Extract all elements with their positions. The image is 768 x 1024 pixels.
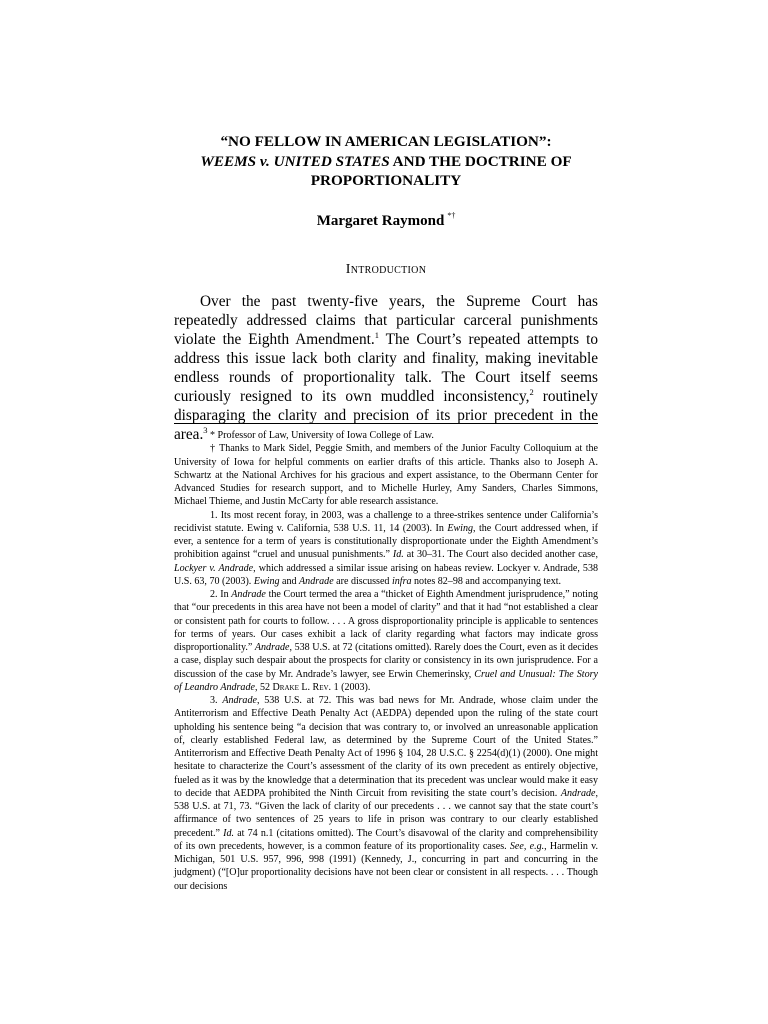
footnote-3 — [174, 694, 598, 893]
footnote-3-text: , 538 U.S. at 72. This was bad news for Mr. Andrade, whose claim under the Antiterrorism and Effective Death Penalty Act (AEDPA) depended upon the ruling of the state court upholding his sentence being “a decision that was contrary to, or involved an unreasonable application of, clearly established Federal law, as determined by the Supreme Court of the United States.” Antiterrorism and Effective Death Penalty Act of 1996 § 104, 28 U.S.C. § 2254(d)(1) (2000). One might hesitate to characterize the Court’s assessment of the clarity of its own precedent as entirely objective, fueled as it was by the knowledge that a determination that its precedent was unclear would make it easy to decide that AEDPA prohibited the Ninth Circuit from revisiting the state court’s decision. — [174, 695, 599, 799]
footnote-2-title: Cruel and Unusual: The Story of Leandro Andrade — [174, 668, 598, 693]
footnote-1-case: Andrade — [299, 575, 334, 587]
footnote-1-text: , which addressed a similar issue arising on habeas review. Lockyer v. Andrade, 538 U.S. 63, 70 (2003). — [174, 562, 598, 587]
footnote-1-text: and — [279, 575, 300, 587]
intro-paragraph — [174, 292, 598, 444]
title-case-name: WEEMS v. UNITED STATES — [200, 152, 390, 170]
footnote-2-text: , 538 U.S. at 72 (citations omitted). Rarely does the Court, even as it decides a case, display such despair about the prospects for clarity or consistency in its own jurisprudence. For a discussion of the case by Mr. Andrade’s lawyer, see Erwin Chemerinsky, — [174, 642, 599, 680]
footnote-2-text: 2. In — [210, 589, 232, 600]
footnote-divider — [174, 423, 598, 424]
footnote-1-text: 1. Its most recent foray, in 2003, was a challenge to a three-strikes sentence under California’s recidivist statute. Ewing v. California, 538 U.S. 11, 14 (2003). In — [174, 509, 598, 534]
footnote-ref-2: 2 — [529, 387, 534, 397]
intro-sentence-3: routinely disparaging the clarity and precision of its prior precedent in the area. — [174, 388, 598, 443]
footnotes — [174, 429, 598, 893]
intro-sentence-1: Over the past twenty-five years, the Supreme Court has repeatedly addressed claims that particular carceral punishments violate the Eighth Amendment. — [174, 293, 598, 348]
footnote-2 — [174, 588, 598, 694]
section-heading: Introduction — [345, 262, 427, 277]
title-line-1: “NO FELLOW IN AMERICAN LEGISLATION”: — [220, 133, 552, 150]
footnote-1-case: Lockyer v. Andrade — [174, 562, 254, 574]
title-line-3: PROPORTIONALITY — [310, 172, 462, 189]
footnote-1-case: Ewing — [447, 522, 474, 534]
footnote-2-case: Andrade — [254, 642, 290, 653]
footnote-2-text: , 52 — [254, 681, 273, 693]
footnote-3-case: Id. — [223, 827, 235, 839]
footnote-dagger: † Thanks to Mark Sidel, Peggie Smith, and members of the Junior Faculty Colloquium at the University of Iowa for helpful comments on earlier drafts of this article. Thanks also to Joseph A. Schwartz at the National Archives for his gracious and expert assistance, to the Obermann Center for Advanced Studies for research support, and to Michelle Hurley, Amy Sanders, Charles Simmons, Michael Thieme, and Justin McCarty for able research assistance. — [174, 443, 598, 508]
footnote-3-text: , 538 U.S. at 71, 73. “Given the lack of clarity of our precedents . . . we cannot say that the state court’s affirmance of two sentences of 25 years to life in prison was contrary to our clearly established precedent.” — [174, 787, 598, 839]
footnote-1-text: are discussed — [333, 575, 392, 587]
title-line-2 — [174, 152, 598, 172]
footnote-2-journal: Drake L. Rev. — [272, 681, 332, 693]
footnote-2-case: Andrade — [231, 589, 266, 600]
footnote-3-text: 3. — [210, 695, 223, 706]
footnote-2-text: the Court termed the area a “thicket of Eighth Amendment jurisprudence,” noting that “our precedents in this area have not been a model of clarity” and that it had “not established a clear or consistent path for courts to follow. . . . A gross disproportionality principle is applicable to sentences for terms of years. Our cases exhibit a lack of clarity regarding what factors may indicate gross disproportionality.” — [174, 589, 598, 653]
footnote-ref-3: 3 — [203, 425, 208, 435]
footnote-1 — [174, 509, 598, 589]
author-byline — [174, 211, 598, 230]
footnote-3-case: Andrade — [222, 695, 257, 706]
article-title — [174, 132, 598, 191]
footnote-3-case: Andrade — [560, 787, 596, 799]
footnote-3-text: , Harmelin v. Michigan, 501 U.S. 957, 996, 998 (1991) (Kennedy, J., concurring in part and concurring in the judgment) (“[O]ur proportionality decisions have not been clear or consistent in all respects. . . . Though our decisions — [174, 840, 598, 892]
footnote-3-signal: See, e.g. — [509, 840, 545, 852]
footnote-2-text: 1 (2003). — [331, 681, 371, 693]
footnote-star: * Professor of Law, University of Iowa College of Law. — [210, 430, 434, 441]
author-footnote-marks: *† — [447, 211, 456, 220]
footnote-1-case: Ewing — [253, 575, 280, 587]
title-line-2-rest: AND THE DOCTRINE OF — [389, 152, 572, 170]
footnote-1-text: notes 82–98 and accompanying text. — [411, 575, 562, 587]
footnote-1-case: Id. — [392, 549, 404, 561]
intro-sentence-2: The Court’s repeated attempts to address this issue lack both clarity and finality, making inevitable endless rounds of proportionality talk. The Court itself seems curiously resigned to its own muddled inconsistency, — [174, 331, 598, 405]
footnote-1-text: , the Court addressed when, if ever, a sentence for a term of years is constitutionally disproportionate under the Eighth Amendment’s prohibition against “cruel and unusual punishments.” — [174, 522, 598, 561]
footnote-3-text: at 74 n.1 (citations omitted). The Court’s disavowal of the clarity and comprehensibility of its own precedents, however, is a common feature of its proportionality cases. — [174, 827, 598, 852]
footnote-1-text: at 30–31. The Court also decided another case, — [403, 549, 598, 561]
footnote-ref-1: 1 — [374, 330, 379, 340]
author-name: Margaret Raymond — [316, 213, 445, 229]
footnote-1-case: infra — [391, 575, 412, 587]
